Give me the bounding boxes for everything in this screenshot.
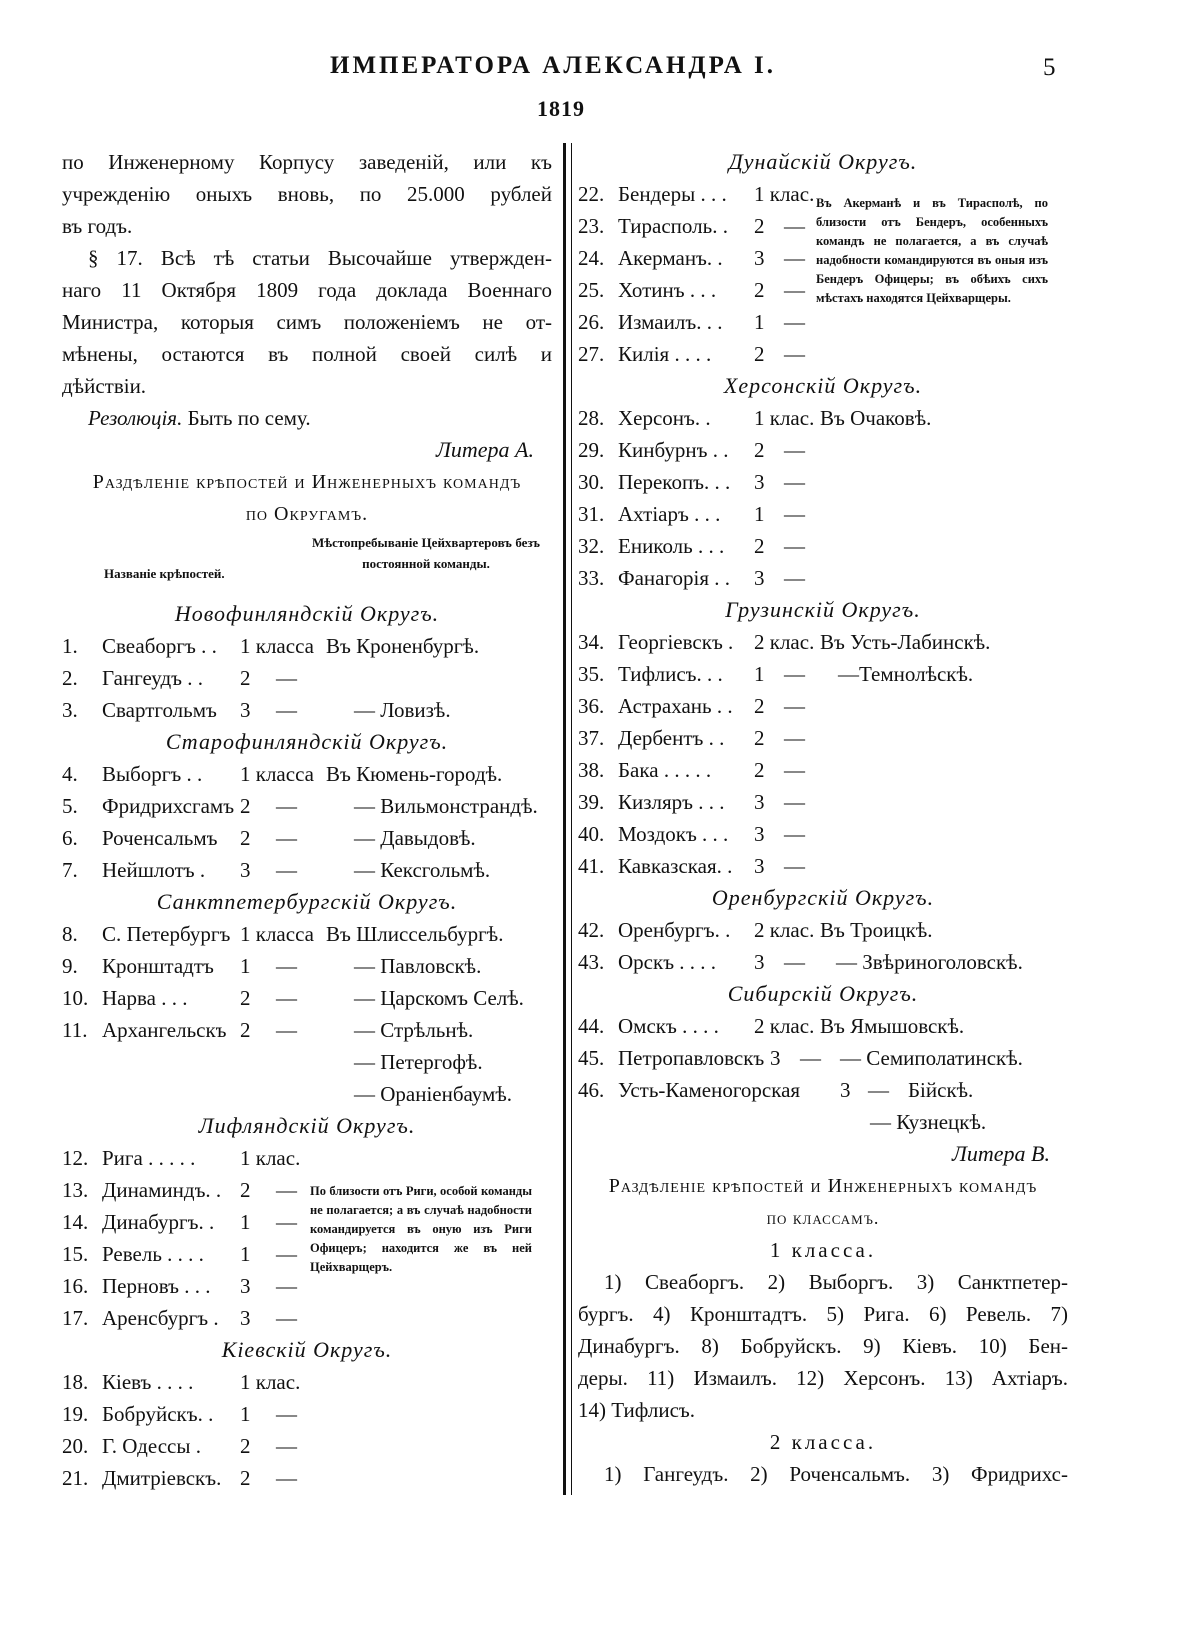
district-heading: Новофинляндскій Округъ.: [174, 601, 440, 626]
fortress-class: 1: [240, 1210, 251, 1234]
fortress-number: 33.: [578, 566, 605, 590]
fortress-class: 2 клас.: [754, 1014, 815, 1038]
fortress-number: 40.: [578, 822, 605, 846]
fortress-class: 3: [240, 858, 251, 882]
fortress-number: 8.: [62, 922, 78, 946]
fortress-row: [62, 694, 552, 726]
fortress-row: [578, 658, 1068, 690]
year-heading: 1819: [537, 96, 585, 121]
fortress-row: [62, 982, 552, 1014]
fortress-number: 1.: [62, 634, 78, 658]
fortress-class: 3: [754, 566, 765, 590]
text-line: деры. 11) Измаилъ. 12) Херсонъ. 13) Ахтіаръ.: [578, 1366, 1068, 1390]
fortress-row: [62, 1046, 552, 1078]
section-title-line-1: Раздѣленіе крѣпостей и Инженерныхъ командъ: [92, 471, 522, 493]
text-line: наго 11 Октября 1809 года доклада Военнаго: [62, 278, 552, 302]
fortress-number: 25.: [578, 278, 605, 302]
fortress-row: [62, 1078, 552, 1110]
class-1-heading: 1 класса.: [769, 1238, 877, 1262]
fortress-number: 35.: [578, 662, 605, 686]
fortress-class: 1 клас.: [240, 1146, 301, 1170]
zeughaus-location: Въ Кроненбургѣ.: [326, 634, 480, 658]
text-line: по Инженерному Корпусу заведеній, или къ: [62, 150, 552, 174]
fortress-row: [578, 914, 1068, 946]
fortress-number: 21.: [62, 1466, 89, 1490]
ditto-dash: —: [784, 726, 805, 750]
fortress-number: 23.: [578, 214, 605, 238]
ditto-dash: —: [276, 698, 297, 722]
fortress-name: Усть-Каменогорская: [618, 1078, 801, 1102]
fortress-number: 17.: [62, 1306, 89, 1330]
fortress-row: [578, 562, 1068, 594]
ditto-dash: —: [276, 826, 297, 850]
fortress-number: 28.: [578, 406, 605, 430]
fortress-row: [578, 530, 1068, 562]
fortress-number: 44.: [578, 1014, 605, 1038]
running-header-title: ИМПЕРАТОРА АЛЕКСАНДРА I.: [330, 52, 776, 79]
fortress-number: 14.: [62, 1210, 89, 1234]
fortress-number: 9.: [62, 954, 78, 978]
fortress-class: 3: [754, 822, 765, 846]
zeughaus-location: Въ Ямышовскѣ.: [820, 1014, 965, 1038]
fortress-class: 1: [754, 662, 765, 686]
fortress-number: 38.: [578, 758, 605, 782]
fortress-row: [578, 466, 1068, 498]
fortress-class: 3: [754, 950, 765, 974]
zeughaus-location: Бійскѣ.: [908, 1078, 974, 1102]
ditto-dash: —: [784, 566, 805, 590]
fortress-row: [62, 630, 552, 662]
zeughaus-location: — Петергофѣ.: [354, 1050, 483, 1074]
fortress-number: 5.: [62, 794, 78, 818]
ditto-dash: —: [784, 246, 805, 270]
fortress-name: Бака . . . . .: [618, 758, 712, 782]
fortress-number: 39.: [578, 790, 605, 814]
text-line: учрежденію оныхъ вновь, по 25.000 рублей: [62, 182, 552, 206]
district-heading: Херсонскій Округъ.: [723, 373, 923, 398]
fortress-name: Аренсбургъ .: [102, 1306, 219, 1330]
zeughaus-location: — Стрѣльнѣ.: [354, 1018, 474, 1042]
ditto-dash: —: [276, 1466, 297, 1490]
fortress-row: [62, 790, 552, 822]
fortress-name: С. Петербургъ: [102, 922, 231, 946]
fortress-row: [578, 786, 1068, 818]
fortress-row: [62, 1142, 552, 1174]
fortress-number: 41.: [578, 854, 605, 878]
fortress-row: [578, 306, 1068, 338]
text-line: 1) Гангеудъ. 2) Роченсальмъ. 3) Фридрихс-: [604, 1462, 1068, 1486]
fortress-row: [62, 1014, 552, 1046]
fortress-row: [62, 1398, 552, 1430]
page-number: 5: [1043, 54, 1056, 81]
fortress-class: 2 клас.: [754, 918, 815, 942]
fortress-name: Нейшлотъ .: [102, 858, 206, 882]
fortress-row: [578, 1074, 1068, 1106]
fortress-row: [578, 818, 1068, 850]
fortress-number: 11.: [62, 1018, 88, 1042]
fortress-class: 2 клас.: [754, 630, 815, 654]
ditto-dash: —: [276, 1210, 297, 1234]
fortress-name: Ениколь . . .: [618, 534, 725, 558]
zeughaus-location: Въ Очаковѣ.: [820, 406, 932, 430]
ditto-dash: —: [868, 1078, 889, 1102]
text-line: § 17. Всѣ тѣ статьи Высочайше утвержден-: [88, 246, 552, 270]
fortress-row: [578, 434, 1068, 466]
district-heading: Санктпетербургскій Округъ.: [156, 889, 458, 914]
fortress-class: 1 класса: [240, 762, 314, 786]
district-footnote: По близости отъ Риги, особой команды не полагается; а въ случаѣ надобности командируется въ оную изъ Риги Офицеръ; находится же въ ней Цейхварщеръ.: [310, 1184, 532, 1274]
fortress-name: Ахтіаръ . . .: [618, 502, 721, 526]
fortress-number: 10.: [62, 986, 89, 1010]
ditto-dash: —: [784, 790, 805, 814]
class-1-list: [578, 1266, 1068, 1426]
fortress-name: Кіевъ . . . .: [102, 1370, 194, 1394]
fortress-name: Орскъ . . . .: [618, 950, 717, 974]
fortress-row: [62, 1430, 552, 1462]
fortress-class: 2: [240, 826, 251, 850]
ditto-dash: —: [784, 470, 805, 494]
fortress-class: 2: [754, 342, 765, 366]
district-fortress-table: [62, 1142, 552, 1334]
zeughaus-location: — Кузнецкѣ.: [870, 1110, 987, 1134]
ditto-dash: —: [276, 1274, 297, 1298]
fortress-row: [62, 1302, 552, 1334]
fortress-class: 2: [240, 666, 251, 690]
ditto-dash: —: [784, 694, 805, 718]
fortress-class: 1 клас.: [754, 406, 815, 430]
fortress-name: Свартгольмъ: [102, 698, 217, 722]
district-heading: Лифляндскій Округъ.: [198, 1113, 416, 1138]
district-heading: Старофинляндскій Округъ.: [165, 729, 449, 754]
zeughaus-location: — Ловизѣ.: [354, 698, 451, 722]
fortress-class: 2: [240, 1178, 251, 1202]
class-2-heading: 2 класса.: [769, 1430, 877, 1454]
fortress-name: Динабургъ. .: [102, 1210, 215, 1234]
fortress-row: [578, 754, 1068, 786]
zeughaus-location: — Давыдовѣ.: [354, 826, 476, 850]
section-title-line-2: по Округамъ.: [245, 503, 369, 525]
fortress-name: Измаилъ. . .: [618, 310, 723, 334]
fortress-class: 3: [840, 1078, 851, 1102]
paragraph-continuation: [62, 146, 552, 242]
fortress-row: [62, 1366, 552, 1398]
fortress-class: 1: [240, 1242, 251, 1266]
text-line: дѣйствіи.: [62, 374, 147, 398]
fortress-class: 2: [754, 694, 765, 718]
fortress-number: 46.: [578, 1078, 605, 1102]
fortress-class: 2: [240, 1466, 251, 1490]
fortress-class: 3: [240, 1306, 251, 1330]
fortress-row: [62, 822, 552, 854]
column-divider-rule: [563, 143, 572, 1495]
fortress-number: 45.: [578, 1046, 605, 1070]
ditto-dash: —: [276, 1018, 297, 1042]
fortress-class: 2: [754, 278, 765, 302]
fortress-name: Кронштадтъ: [102, 954, 214, 978]
ditto-dash: —: [276, 1178, 297, 1202]
district-fortress-table: [62, 1366, 552, 1494]
fortress-class: 3: [754, 470, 765, 494]
zeughaus-location: — Ораніенбаумѣ.: [354, 1082, 512, 1106]
district-fortress-table: [578, 914, 1068, 978]
ditto-dash: —: [276, 1306, 297, 1330]
fortress-number: 36.: [578, 694, 605, 718]
ditto-dash: —: [784, 822, 805, 846]
column-header-location: Мѣстопребываніе Цейхвартеровъ безъ постоянной команды.: [312, 535, 540, 571]
fortress-name: Оренбургъ. .: [618, 918, 731, 942]
fortress-row: [578, 690, 1068, 722]
fortress-class: 2: [240, 1434, 251, 1458]
text-line: бургъ. 4) Кронштадтъ. 5) Рига. 6) Ревель. 7): [578, 1302, 1068, 1326]
fortress-name: Астрахань . .: [618, 694, 733, 718]
table-column-headers: [62, 530, 552, 606]
fortress-row: [62, 854, 552, 886]
fortress-row: [62, 950, 552, 982]
fortress-number: 18.: [62, 1370, 89, 1394]
district-fortress-table: [578, 178, 1068, 370]
ditto-dash: —: [784, 342, 805, 366]
fortress-name: Динаминдъ. .: [102, 1178, 222, 1202]
fortress-name: Г. Одессы .: [102, 1434, 201, 1458]
zeughaus-location: — Царскомъ Селѣ.: [354, 986, 524, 1010]
district-footnote: Въ Акерманѣ и въ Тирасполѣ, по близости отъ Бендеръ, особенныхъ командъ не полагается, а въ случаѣ надобности командируются въ оныя изъ Бендеръ Офицеры; въ обѣихъ сихъ мѣстахъ находятся Цейхварщеры.: [816, 196, 1048, 305]
fortress-name: Фридрихсгамъ: [102, 794, 235, 818]
zeughaus-location: — Вильмонстрандѣ.: [354, 794, 538, 818]
fortress-class: 1: [240, 954, 251, 978]
fortress-number: 16.: [62, 1274, 89, 1298]
fortress-class: 2: [754, 726, 765, 750]
fortress-name: Роченсальмъ: [102, 826, 218, 850]
ditto-dash: —: [276, 1402, 297, 1426]
ditto-dash: —: [784, 278, 805, 302]
zeughaus-location: Въ Усть-Лабинскѣ.: [820, 630, 991, 654]
fortress-row: [578, 1042, 1068, 1074]
zeughaus-location: Въ Троицкѣ.: [820, 918, 933, 942]
fortress-class: 2: [754, 438, 765, 462]
fortress-class: 1 клас.: [754, 182, 815, 206]
fortress-number: 30.: [578, 470, 605, 494]
fortress-number: 2.: [62, 666, 78, 690]
zeughaus-location: — Кексгольмѣ.: [354, 858, 491, 882]
fortress-number: 27.: [578, 342, 605, 366]
district-heading: Дунайскій Округъ.: [728, 149, 918, 174]
district-heading: Оренбургскій Округъ.: [711, 885, 935, 910]
ditto-dash: —: [276, 1242, 297, 1266]
district-fortress-table: [578, 1010, 1068, 1138]
zeughaus-location: — Павловскѣ.: [354, 954, 482, 978]
fortress-class: 1 клас.: [240, 1370, 301, 1394]
resolution-label: Резолюція.: [88, 406, 183, 430]
fortress-number: 26.: [578, 310, 605, 334]
fortress-name: Тирасполь. .: [618, 214, 728, 238]
fortress-class: 3: [240, 1274, 251, 1298]
ditto-dash: —: [800, 1046, 821, 1070]
text-line: въ годъ.: [62, 214, 133, 238]
fortress-class: 3: [754, 790, 765, 814]
column-header-fortress-name: Названіе крѣпостей.: [104, 566, 225, 581]
text-line: мѣнены, остаются въ полной своей силѣ и: [62, 342, 552, 366]
district-heading: Сибирскій Округъ.: [727, 981, 919, 1006]
ditto-dash: —: [784, 438, 805, 462]
district-heading: Грузинскій Округъ.: [725, 597, 921, 622]
fortress-number: 24.: [578, 246, 605, 270]
fortress-name: Нарва . . .: [102, 986, 188, 1010]
fortress-name: Дмитріевскъ.: [102, 1466, 222, 1490]
fortress-number: 37.: [578, 726, 605, 750]
fortress-row: [578, 626, 1068, 658]
fortress-number: 15.: [62, 1242, 89, 1266]
fortress-class: 3: [754, 854, 765, 878]
fortress-class: 2: [240, 986, 251, 1010]
district-fortress-table: [62, 630, 552, 726]
fortress-number: 42.: [578, 918, 605, 942]
district-heading: Кіевскій Округъ.: [221, 1337, 393, 1362]
right-column: [578, 146, 1068, 1490]
ditto-dash: —: [784, 502, 805, 526]
fortress-name: Тифлисъ. . .: [618, 662, 723, 686]
litera-a-heading: Литера А.: [436, 437, 534, 462]
fortress-name: Свеаборгъ . .: [102, 634, 217, 658]
fortress-name: Кинбурнъ . .: [618, 438, 729, 462]
fortress-number: 34.: [578, 630, 605, 654]
fortress-name: Перекопъ. . .: [618, 470, 731, 494]
fortress-row: [578, 1010, 1068, 1042]
fortress-class: 3: [754, 246, 765, 270]
fortress-class: 2: [754, 758, 765, 782]
ditto-dash: —: [276, 794, 297, 818]
fortress-class: 1: [754, 310, 765, 334]
fortress-number: 4.: [62, 762, 78, 786]
text-line: 1) Свеаборгъ. 2) Выборгъ. 3) Санктпетер-: [604, 1270, 1068, 1294]
fortress-name: Килія . . . .: [618, 342, 712, 366]
left-district-list: [62, 598, 552, 1494]
paragraph-17: [62, 242, 552, 402]
ditto-dash: —: [784, 534, 805, 558]
ditto-dash: —: [784, 214, 805, 238]
fortress-number: 32.: [578, 534, 605, 558]
fortress-name: Кавказская. .: [618, 854, 733, 878]
ditto-dash: —: [276, 666, 297, 690]
ditto-dash: —: [784, 950, 805, 974]
fortress-class: 1: [240, 1402, 251, 1426]
fortress-row: [578, 722, 1068, 754]
ditto-dash: —: [276, 1434, 297, 1458]
left-column: [62, 146, 552, 1494]
fortress-name: Херсонъ. .: [618, 406, 711, 430]
fortress-number: 29.: [578, 438, 605, 462]
fortress-name: Архангельскъ: [102, 1018, 227, 1042]
section-title-line-2: по классамъ.: [766, 1208, 880, 1228]
district-fortress-table: [62, 758, 552, 886]
ditto-dash: —: [784, 758, 805, 782]
fortress-number: 31.: [578, 502, 605, 526]
fortress-number: 6.: [62, 826, 78, 850]
resolution: [62, 402, 552, 434]
section-title-line-1: Раздѣленіе крѣпостей и Инженерныхъ командъ: [608, 1175, 1038, 1197]
fortress-name: Выборгъ . .: [102, 762, 203, 786]
ditto-dash: —: [276, 858, 297, 882]
fortress-row: [578, 1106, 1068, 1138]
fortress-row: [62, 1462, 552, 1494]
fortress-number: 43.: [578, 950, 605, 974]
fortress-class: 1 класса: [240, 634, 314, 658]
zeughaus-location: Въ Шлиссельбургѣ.: [326, 922, 504, 946]
fortress-row: [578, 498, 1068, 530]
fortress-row: [62, 662, 552, 694]
right-district-list: [578, 146, 1068, 1138]
resolution-text: Быть по сему.: [187, 406, 311, 430]
zeughaus-location: —Темнолѣскѣ.: [838, 662, 974, 686]
zeughaus-location: — Звѣриноголовскѣ.: [836, 950, 1023, 974]
district-fortress-table: [62, 918, 552, 1110]
fortress-number: 22.: [578, 182, 605, 206]
fortress-row: [578, 850, 1068, 882]
ditto-dash: —: [784, 662, 805, 686]
fortress-class: 2: [754, 534, 765, 558]
litera-b-heading: Литера В.: [952, 1141, 1050, 1166]
fortress-name: Моздокъ . . .: [618, 822, 729, 846]
fortress-number: 13.: [62, 1178, 89, 1202]
fortress-name: Рига . . . . .: [102, 1146, 196, 1170]
zeughaus-location: Въ Кюмень-городѣ.: [326, 762, 503, 786]
zeughaus-location: — Семиполатинскѣ.: [840, 1046, 1023, 1070]
fortress-name: Омскъ . . . .: [618, 1014, 719, 1038]
fortress-name: Фанагорія . .: [618, 566, 731, 590]
fortress-number: 20.: [62, 1434, 89, 1458]
fortress-name: Перновъ . . .: [102, 1274, 211, 1298]
ditto-dash: —: [276, 954, 297, 978]
fortress-class: 3: [770, 1046, 781, 1070]
fortress-number: 3.: [62, 698, 78, 722]
fortress-name: Бобруйскъ. .: [102, 1402, 214, 1426]
text-line: Министра, которыя симъ положеніемъ не от-: [62, 310, 552, 334]
ditto-dash: —: [784, 310, 805, 334]
fortress-name: Кизляръ . . .: [618, 790, 725, 814]
fortress-class: 2: [754, 214, 765, 238]
fortress-class: 2: [240, 1018, 251, 1042]
fortress-name: Георгіевскъ .: [618, 630, 734, 654]
district-fortress-table: [578, 626, 1068, 882]
fortress-name: Бендеры . . .: [618, 182, 727, 206]
fortress-row: [578, 946, 1068, 978]
ditto-dash: —: [276, 986, 297, 1010]
fortress-name: Хотинъ . . .: [618, 278, 717, 302]
fortress-name: Петропавловскъ: [618, 1046, 765, 1070]
text-line: Динабургъ. 8) Бобруйскъ. 9) Кіевъ. 10) Бен-: [578, 1334, 1068, 1358]
district-fortress-table: [578, 402, 1068, 594]
fortress-number: 12.: [62, 1146, 89, 1170]
fortress-class: 3: [240, 698, 251, 722]
fortress-row: [62, 758, 552, 790]
fortress-name: Акерманъ. .: [618, 246, 723, 270]
fortress-number: 19.: [62, 1402, 89, 1426]
fortress-name: Ревель . . . .: [102, 1242, 204, 1266]
fortress-number: 7.: [62, 858, 78, 882]
fortress-name: Гангеудъ . .: [102, 666, 204, 690]
fortress-row: [62, 918, 552, 950]
fortress-name: Дербентъ . .: [618, 726, 725, 750]
ditto-dash: —: [784, 854, 805, 878]
fortress-row: [578, 338, 1068, 370]
fortress-class: 1: [754, 502, 765, 526]
fortress-row: [578, 402, 1068, 434]
fortress-class: 1 класса: [240, 922, 314, 946]
text-line: 14) Тифлисъ.: [578, 1398, 696, 1422]
fortress-class: 2: [240, 794, 251, 818]
class-2-list: [578, 1458, 1068, 1490]
